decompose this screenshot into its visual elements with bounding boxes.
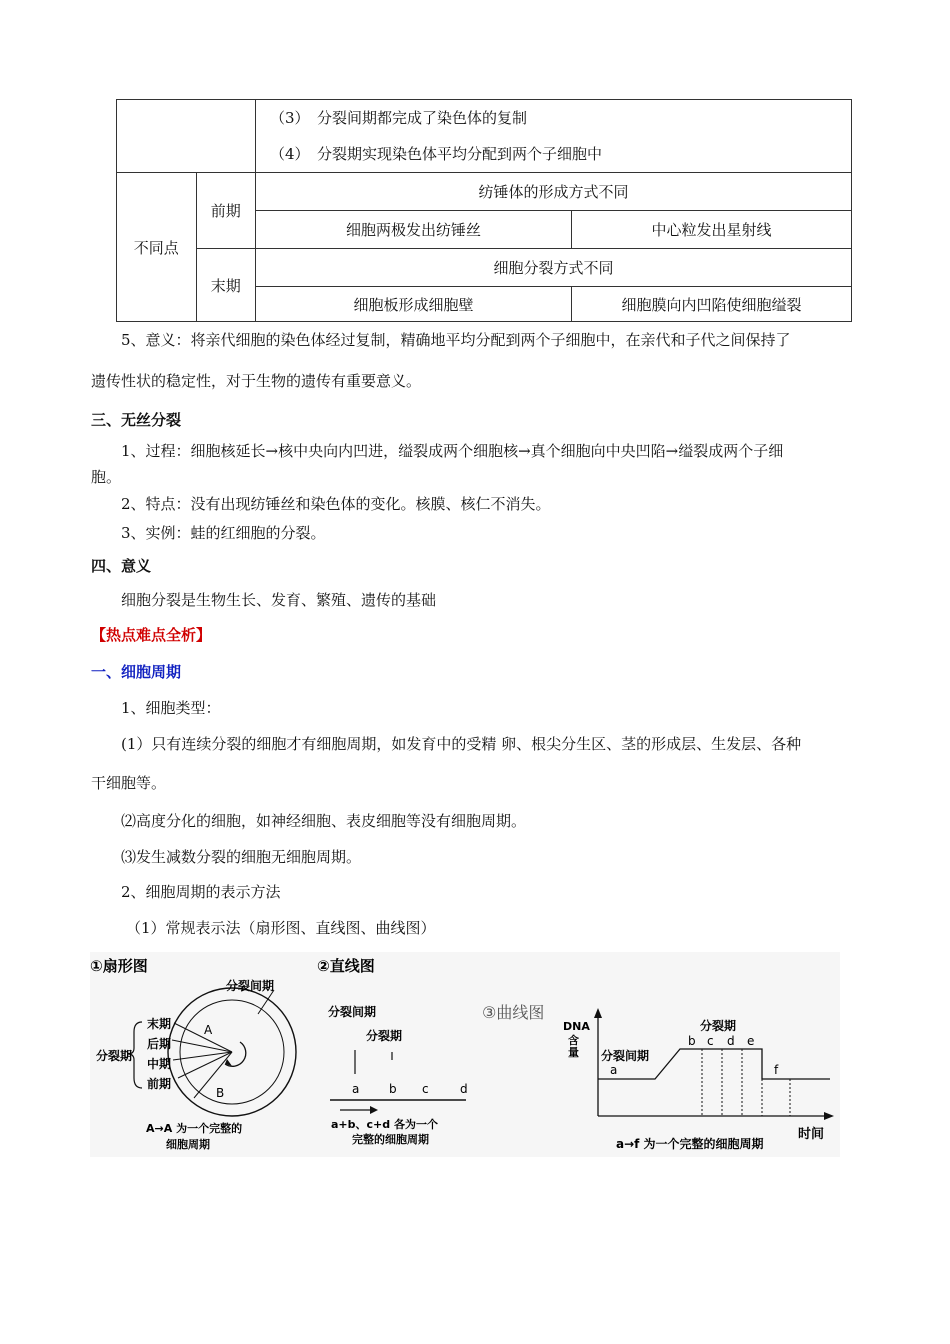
fan-label-b: B xyxy=(216,1086,225,1100)
cell-cycle-heading: 一、细胞周期 xyxy=(91,663,182,681)
prophase-plant: 细胞两极发出纺锤丝 xyxy=(256,211,572,249)
line-caption-2: 完整的细胞周期 xyxy=(352,1133,429,1146)
telophase-label: 末期 xyxy=(196,249,255,322)
line-title: ②直线图 xyxy=(317,957,375,975)
amitosis-process-line2: 胞。 xyxy=(91,468,122,486)
fan-caption-1: A→A 为一个完整的 xyxy=(146,1122,243,1135)
amitosis-example: 3、实例：蛙的红细胞的分裂。 xyxy=(121,524,326,542)
curve-ylabel-3: 量 xyxy=(568,1046,579,1059)
cell-cycle-figure xyxy=(90,952,840,1157)
fan-label-a: A xyxy=(204,1023,213,1037)
amitosis-process-line1: 1、过程：细胞核延长→核中央向内凹进，缢裂成两个细胞核→真个细胞向中央凹陷→缢裂成两个子细 xyxy=(121,442,784,460)
curve-point-d: d xyxy=(727,1034,735,1048)
curve-xlabel: 时间 xyxy=(798,1127,825,1142)
hot-topic-heading: 【热点难点全析】 xyxy=(91,626,212,644)
curve-ylabel-1: DNA xyxy=(563,1020,590,1033)
fan-phase-metaphase: 中期 xyxy=(147,1057,172,1071)
fan-interphase: 分裂间期 xyxy=(226,979,275,993)
telophase-animal: 细胞膜向内凹陷使细胞缢裂 xyxy=(572,287,852,322)
cell-type-1-line1: (1）只有连续分裂的细胞才有细胞周期，如发育中的受精 卵、根尖分生区、茎的形成层、生发层、各种 xyxy=(121,735,802,753)
line-caption-1: a+b、c+d 各为一个 xyxy=(331,1118,438,1131)
cell-type-2: ⑵高度分化的细胞，如神经细胞、表皮细胞等没有细胞周期。 xyxy=(121,812,527,830)
fan-phase-anaphase: 后期 xyxy=(147,1037,172,1051)
meaning-line1: 5、意义：将亲代细胞的染色体经过复制，精确地平均分配到两个子细胞中，在亲代和子代之间保持了 xyxy=(121,331,791,349)
curve-label-f: f xyxy=(774,1063,779,1077)
curve-point-b: b xyxy=(688,1034,696,1048)
curve-title: ③曲线图 xyxy=(482,1003,545,1022)
prophase-label: 前期 xyxy=(196,173,255,249)
fan-division: 分裂期 xyxy=(96,1049,133,1063)
meaning-line2: 遗传性状的稳定性，对于生物的遗传有重要意义。 xyxy=(91,372,422,390)
difference-label: 不同点 xyxy=(117,173,197,322)
prophase-animal: 中心粒发出星射线 xyxy=(572,211,852,249)
curve-point-e: e xyxy=(747,1034,755,1048)
representation-1: （1）常规表示法（扇形图、直线图、曲线图） xyxy=(126,919,436,937)
similarity-4: （4） 分裂期实现染色体平均分配到两个子细胞中 xyxy=(270,145,603,163)
fan-caption-2: 细胞周期 xyxy=(166,1138,210,1151)
line-point-c: c xyxy=(422,1082,429,1096)
amitosis-features: 2、特点：没有出现纺锤丝和染色体的变化。核膜、核仁不消失。 xyxy=(121,495,551,513)
cell-type-3: ⑶发生减数分裂的细胞无细胞周期。 xyxy=(121,848,362,866)
similarities-cell xyxy=(256,100,852,173)
heading-amitosis: 三、无丝分裂 xyxy=(91,411,182,429)
curve-ylabel-2: 含 xyxy=(568,1034,579,1047)
line-point-a: a xyxy=(352,1082,360,1096)
curve-point-c: c xyxy=(707,1034,714,1048)
curve-interphase: 分裂间期 xyxy=(601,1049,650,1063)
significance-text: 细胞分裂是生物生长、发育、繁殖、遗传的基础 xyxy=(121,591,437,609)
fan-phase-telophase: 末期 xyxy=(147,1017,172,1031)
cell-type-title: 1、细胞类型： xyxy=(121,699,221,717)
line-point-b: b xyxy=(389,1082,397,1096)
line-point-d: d xyxy=(460,1082,468,1096)
curve-caption: a→f 为一个完整的细胞周期 xyxy=(616,1137,764,1151)
table-blank-cell xyxy=(117,100,256,173)
cell-type-1-line2: 干细胞等。 xyxy=(91,774,167,792)
comparison-table xyxy=(116,99,852,322)
curve-division: 分裂期 xyxy=(700,1019,737,1033)
fan-phase-prophase: 前期 xyxy=(147,1077,172,1091)
line-interphase: 分裂间期 xyxy=(328,1005,377,1019)
telophase-plant: 细胞板形成细胞壁 xyxy=(256,287,572,322)
line-division: 分裂期 xyxy=(366,1029,403,1043)
curve-label-a: a xyxy=(610,1063,618,1077)
telophase-header: 细胞分裂方式不同 xyxy=(256,249,852,287)
prophase-header: 纺锤体的形成方式不同 xyxy=(256,173,852,211)
curve-chart xyxy=(482,1003,834,1151)
fan-chart xyxy=(90,957,296,1151)
heading-significance: 四、意义 xyxy=(91,557,152,575)
representation-title: 2、细胞周期的表示方法 xyxy=(121,883,281,901)
fan-title: ①扇形图 xyxy=(90,957,148,975)
line-chart xyxy=(317,957,468,1146)
cell-cycle-diagrams xyxy=(90,952,840,1157)
similarity-3: （3） 分裂间期都完成了染色体的复制 xyxy=(270,109,528,127)
